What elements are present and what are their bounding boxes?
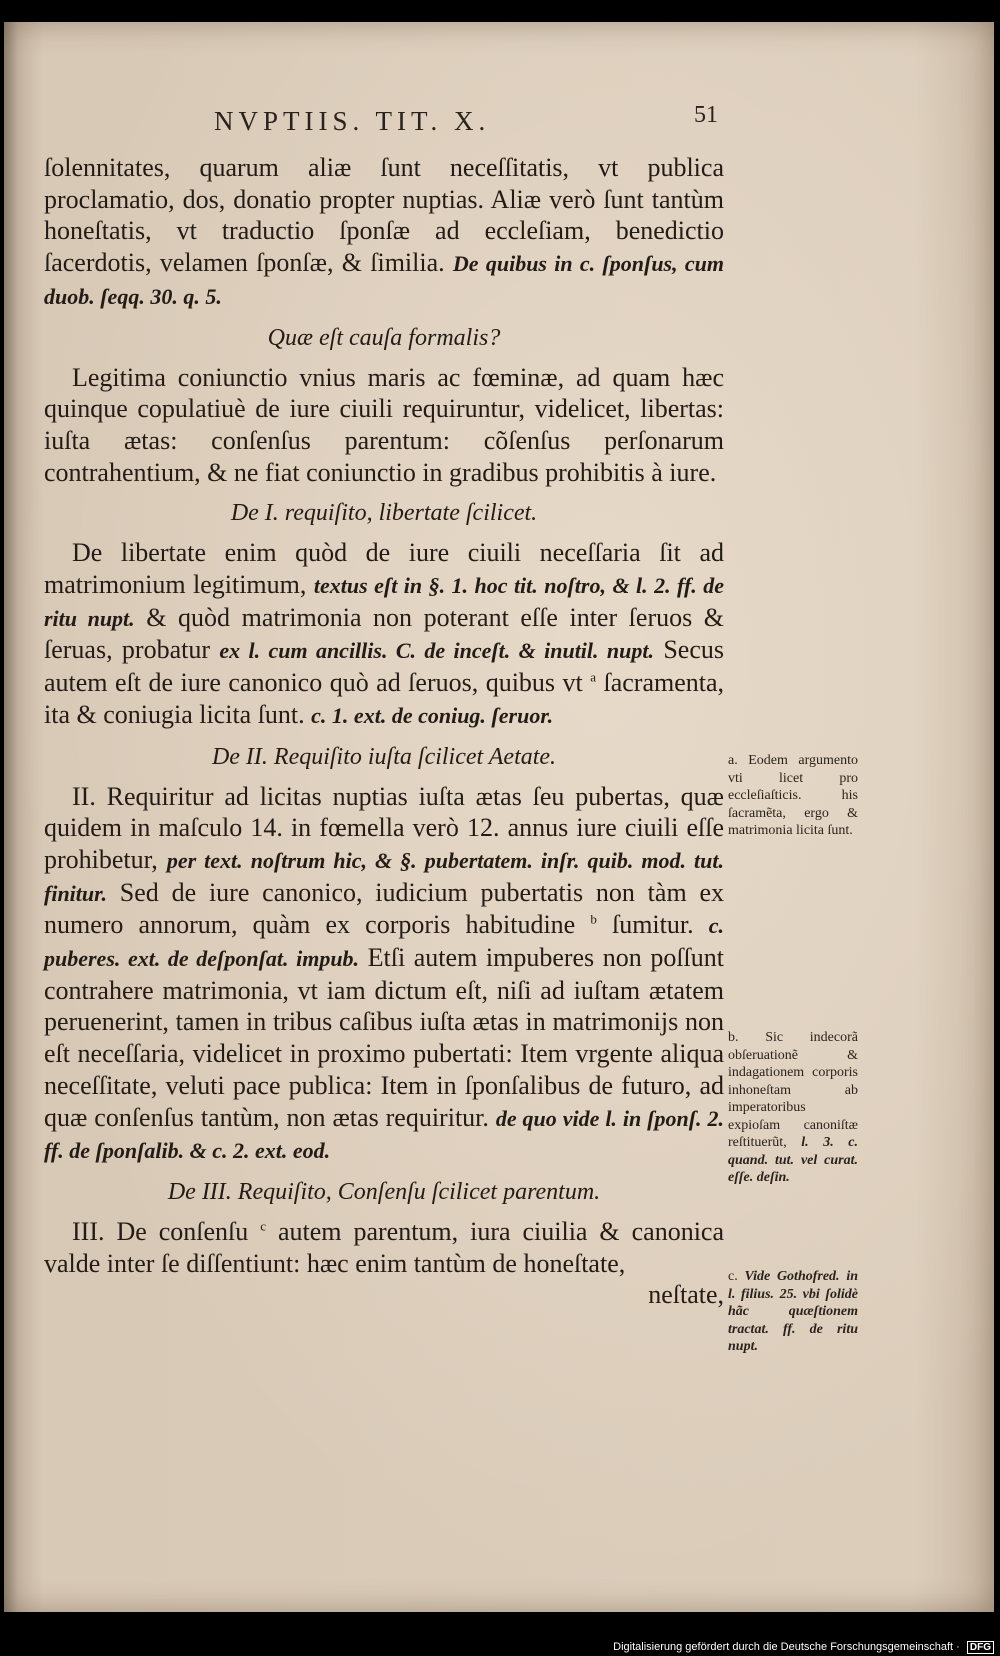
text-span: II. Requiritur ad licitas nuptias iuſta ætas ſeu pubertas, quæ quidem in maſculo 14. in fœmella verò 12. annus iure ciuili eſſe prohibetur, bbox=[44, 781, 724, 874]
section-heading-formal-cause: Quæ eſt cauſa formalis? bbox=[267, 324, 501, 351]
paragraph-5 bbox=[44, 1216, 724, 1279]
text-span: Etſi autem impuberes non poſſunt contrahere matrimonia, vt iam dictum eſt, niſi ad iuſtam ætatem peruenerint, tamen in tribus caſibus iuſta ætas in matrimonijs non eſt neceſſaria, videlicet in proximo pubertati: Item vrgente aliqua neceſſitate, veluti pace publica: Item in ſponſalibus de futuro, ad quæ conſenſus tantùm, non ætas requiritur. bbox=[44, 943, 724, 1132]
text-span: Secus autem eſt de iure canonico quò ad ſeruos, quibus vt bbox=[44, 635, 725, 698]
page-number: 51 bbox=[694, 102, 718, 128]
marginal-note-b-text: b. Sic indecorã obſeruationẽ & indagationem corporis inhoneſtam ab imperatoribus expioſam canoniſtæ reſtituerũt, bbox=[728, 1030, 858, 1150]
section-heading-requisite-2: De II. Requiſito iuſta ſcilicet Aetate. bbox=[211, 743, 557, 770]
text-span: ſumitur. bbox=[611, 910, 694, 940]
text-span: autem parentum, iura ciuilia & canonica valde inter ſe diſſentiunt: hæc enim tantùm de honeſtate, bbox=[44, 1216, 725, 1278]
paragraph-3 bbox=[44, 537, 724, 731]
marginal-note-c bbox=[728, 1268, 858, 1356]
running-head: NVPTIIS. TIT. X. bbox=[214, 106, 491, 136]
main-text-block bbox=[44, 152, 724, 1311]
note-marker-b: b bbox=[590, 911, 597, 927]
text-span: Sed de iure canonico, iudicium pubertatis non tàm ex numero annorum, quàm ex corporis habitudine bbox=[44, 877, 725, 940]
scanned-page bbox=[4, 22, 994, 1612]
citation: per text. noſtrum hic, & §. pubertatem. inſr. quib. mod. tut. finitur. bbox=[44, 847, 724, 906]
text-span: De libertate enim quòd de iure ciuili neceſſaria ſit ad matrimonium legitimum, bbox=[44, 538, 724, 600]
text-span: ſacramenta, ita & coniugia licita ſunt. bbox=[44, 668, 725, 729]
credit-text: Digitalisierung gefördert durch die Deutsche Forschungsgemeinschaft · bbox=[613, 1641, 960, 1653]
paragraph-2: Legitima coniunctio vnius maris ac fœminæ, ad quam hæc quinque copulatiuè de iure ciuili requiruntur, videlicet, libertas: iuſta ætas: conſenſus parentum: cõſenſus perſonarum contrahentium, & ne fiat coniunctio in gradibus prohibitis à iure. bbox=[44, 362, 724, 487]
text-span: & quòd matrimonia non poterant eſſe inter ſeruos & ſeruas, probatur bbox=[44, 602, 725, 665]
citation: c. 1. ext. de coniug. ſeruor. bbox=[311, 702, 554, 728]
digitization-credit bbox=[613, 1641, 994, 1654]
citation: De quibus in c. ſponſus, cum duob. ſeqq. 30. q. 5. bbox=[44, 251, 725, 309]
citation: c. puberes. ext. de deſponſat. impub. bbox=[44, 913, 724, 972]
dfg-logo-icon: DFG bbox=[967, 1641, 994, 1654]
citation: textus eſt in §. 1. hoc tit. noſtro, & l. 2. ff. de ritu nupt. bbox=[44, 573, 725, 631]
note-marker-a: a bbox=[590, 669, 597, 685]
marginal-note-b-citation: l. 3. c. quand. tut. vel curat. eſſe. deſin. bbox=[728, 1135, 858, 1185]
paragraph-1-text: ſolennitates, quarum aliæ ſunt neceſſitatis, vt publica proclamatio, dos, donatio propter nuptias. Aliæ verò ſunt tantùm honeſtatis, vt traductio ſponſæ ad eccleſiam, benedictio ſacerdotis, velamen ſponſæ, & ſimilia. bbox=[44, 153, 724, 278]
catchword: neſtate, bbox=[648, 1280, 724, 1310]
paragraph-1 bbox=[44, 152, 724, 313]
citation: ex l. cum ancillis. C. de inceſt. & inutil. nupt. bbox=[219, 638, 654, 664]
text-span: III. De conſenſu bbox=[72, 1216, 249, 1246]
marginal-note-a bbox=[728, 752, 858, 840]
marginal-note-a-text: a. Eodem argumento vti licet pro eccleſiaſticis. his ſacramẽta, ergo & matrimonia licita ſunt. bbox=[728, 753, 858, 838]
paragraph-4 bbox=[44, 781, 724, 1167]
section-heading-requisite-1: De I. requiſito, libertate ſcilicet. bbox=[230, 500, 538, 527]
marginal-note-c-citation: Vide Gothofred. in l. filius. 25. vbi ſolidè hãc quæſtionem tractat. ff. de ritu nupt. bbox=[728, 1269, 858, 1354]
citation: de quo vide l. in ſponſ. 2. ff. de ſponſalib. & c. 2. ext. eod. bbox=[44, 1105, 724, 1164]
note-marker-c: c bbox=[260, 1218, 266, 1234]
section-heading-requisite-3: De III. Requiſito, Conſenſu ſcilicet parentum. bbox=[167, 1178, 601, 1205]
marginal-note-b bbox=[728, 1029, 858, 1187]
marginal-note-c-label: c. bbox=[728, 1269, 738, 1284]
